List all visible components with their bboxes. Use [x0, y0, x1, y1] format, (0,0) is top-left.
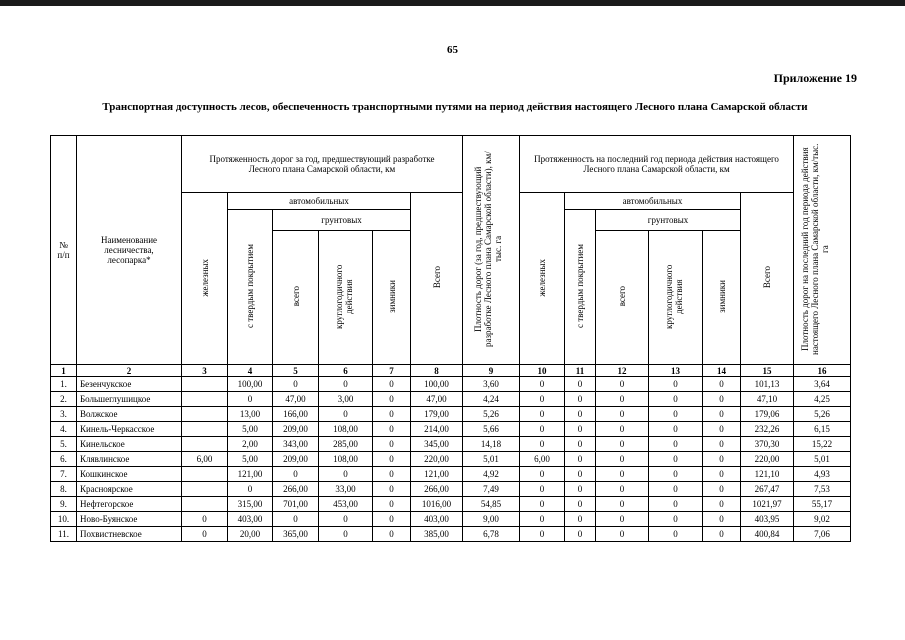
header-density-prior: Плотность дорог (за год, предшествующий разработке Лесного плана Самарской области), км/тыс. га: [463, 136, 520, 365]
table-cell: 385,00: [411, 527, 463, 542]
table-row: [51, 512, 851, 527]
table-cell: 701,00: [273, 497, 319, 512]
table-cell: 0: [703, 497, 741, 512]
table-cell: 0: [703, 422, 741, 437]
table-cell: 209,00: [273, 452, 319, 467]
table-cell: 0: [373, 482, 411, 497]
table-cell: 108,00: [319, 452, 373, 467]
forestry-name: Кинель-Черкасское: [77, 422, 182, 437]
table-cell: 0: [649, 512, 703, 527]
table-cell: [182, 392, 228, 407]
table-cell: 0: [649, 377, 703, 392]
column-number: 6: [319, 365, 373, 377]
table-cell: 0: [319, 512, 373, 527]
table-cell: 121,00: [228, 467, 273, 482]
table-cell: 0: [565, 512, 596, 527]
table-cell: 0: [649, 497, 703, 512]
appendix-label: Приложение 19: [773, 71, 857, 85]
table-cell: 6,00: [520, 452, 565, 467]
table-cell: 5,01: [463, 452, 520, 467]
table-cell: 0: [703, 467, 741, 482]
column-number: 12: [596, 365, 649, 377]
table-cell: 0: [596, 452, 649, 467]
table-cell: 220,00: [411, 452, 463, 467]
column-number: 7: [373, 365, 411, 377]
table-cell: 6,78: [463, 527, 520, 542]
column-number: 8: [411, 365, 463, 377]
table-cell: 0: [703, 407, 741, 422]
table-cell: 7,53: [794, 482, 851, 497]
forestry-name: Красноярское: [77, 482, 182, 497]
column-number: 2: [77, 365, 182, 377]
table-cell: 0: [228, 482, 273, 497]
column-number: 16: [794, 365, 851, 377]
row-number: 4.: [51, 422, 77, 437]
table-cell: 33,00: [319, 482, 373, 497]
table-cell: 1021,97: [741, 497, 794, 512]
table-cell: 47,00: [411, 392, 463, 407]
table-cell: 13,00: [228, 407, 273, 422]
table-cell: 4,93: [794, 467, 851, 482]
table-cell: 0: [703, 392, 741, 407]
table-cell: 108,00: [319, 422, 373, 437]
table-cell: 179,00: [411, 407, 463, 422]
row-number: 1.: [51, 377, 77, 392]
header-rail-last: железных: [520, 193, 565, 365]
table-cell: 0: [596, 437, 649, 452]
table-cell: 403,00: [228, 512, 273, 527]
table-cell: 0: [565, 407, 596, 422]
table-cell: 0: [319, 407, 373, 422]
header-rail-prior: железных: [182, 193, 228, 365]
header-winter-prior: зимники: [373, 231, 411, 365]
table-cell: 6,15: [794, 422, 851, 437]
row-number: 9.: [51, 497, 77, 512]
table-cell: 4,92: [463, 467, 520, 482]
table-cell: 0: [596, 527, 649, 542]
table-cell: 0: [373, 377, 411, 392]
table-cell: [182, 437, 228, 452]
table-cell: 0: [520, 527, 565, 542]
table-cell: 6,00: [182, 452, 228, 467]
table-cell: 0: [520, 377, 565, 392]
table-cell: 232,26: [741, 422, 794, 437]
table-cell: [182, 497, 228, 512]
table-cell: 0: [373, 512, 411, 527]
table-cell: 0: [373, 407, 411, 422]
table-cell: 0: [520, 512, 565, 527]
table-cell: 2,00: [228, 437, 273, 452]
table-cell: 0: [565, 467, 596, 482]
table-cell: 400,84: [741, 527, 794, 542]
table-cell: [182, 407, 228, 422]
table-cell: 0: [565, 437, 596, 452]
table-cell: 343,00: [273, 437, 319, 452]
table-cell: 0: [565, 392, 596, 407]
table-row: [51, 527, 851, 542]
table-cell: 0: [596, 482, 649, 497]
header-density-last: Плотность дорог на последний год периода действия настоящего Лесного плана Самарской области, км/тыс. га: [794, 136, 851, 365]
table-cell: 4,24: [463, 392, 520, 407]
header-ground-prior: грунтовых: [273, 210, 411, 231]
header-group-prior: Протяженность дорог за год, предшествующий разработке Лесного плана Самарской области, км: [182, 136, 463, 193]
table-cell: 0: [319, 527, 373, 542]
column-number: 5: [273, 365, 319, 377]
table-row: [51, 497, 851, 512]
table-cell: 179,06: [741, 407, 794, 422]
table-cell: 0: [649, 392, 703, 407]
header-total-prior: Всего: [411, 193, 463, 365]
table-cell: 100,00: [228, 377, 273, 392]
column-numbers-row: [51, 365, 851, 377]
header-name: Наименование лесничества, лесопарка*: [77, 136, 182, 365]
row-number: 3.: [51, 407, 77, 422]
table-cell: 0: [565, 422, 596, 437]
table-cell: 214,00: [411, 422, 463, 437]
row-number: 2.: [51, 392, 77, 407]
table-cell: 285,00: [319, 437, 373, 452]
table-cell: 0: [565, 527, 596, 542]
top-border-bar: [0, 0, 905, 6]
table-cell: 101,13: [741, 377, 794, 392]
forestry-name: Нефтегорское: [77, 497, 182, 512]
table-cell: 0: [373, 527, 411, 542]
table-cell: 9,00: [463, 512, 520, 527]
table-cell: 0: [520, 482, 565, 497]
table-cell: 453,00: [319, 497, 373, 512]
forestry-name: Большеглушицкое: [77, 392, 182, 407]
table-cell: 209,00: [273, 422, 319, 437]
table-cell: 0: [373, 467, 411, 482]
column-number: 4: [228, 365, 273, 377]
table-cell: 0: [520, 392, 565, 407]
table-cell: 0: [649, 467, 703, 482]
column-number: 14: [703, 365, 741, 377]
table-row: [51, 482, 851, 497]
table-cell: 9,02: [794, 512, 851, 527]
table-cell: 47,10: [741, 392, 794, 407]
table-cell: 0: [649, 437, 703, 452]
header-yearround-last: круглогодичного действия: [649, 231, 703, 365]
column-number: 15: [741, 365, 794, 377]
table-cell: 7,06: [794, 527, 851, 542]
table-cell: 0: [565, 452, 596, 467]
table-cell: 403,95: [741, 512, 794, 527]
table-row: [51, 452, 851, 467]
table-cell: 5,01: [794, 452, 851, 467]
column-number: 9: [463, 365, 520, 377]
table-cell: 0: [273, 512, 319, 527]
table-cell: 0: [373, 392, 411, 407]
table-cell: 100,00: [411, 377, 463, 392]
table-cell: 0: [319, 467, 373, 482]
table-cell: 0: [703, 527, 741, 542]
table-cell: 0: [703, 482, 741, 497]
table-row: [51, 407, 851, 422]
table-cell: 0: [565, 482, 596, 497]
table-cell: 0: [373, 422, 411, 437]
table-cell: 5,00: [228, 452, 273, 467]
table-cell: 0: [565, 377, 596, 392]
forestry-name: Кошкинское: [77, 467, 182, 482]
table-cell: 0: [520, 422, 565, 437]
row-number: 6.: [51, 452, 77, 467]
table-cell: [182, 467, 228, 482]
table-cell: 365,00: [273, 527, 319, 542]
table-cell: 20,00: [228, 527, 273, 542]
table-cell: 0: [182, 512, 228, 527]
header-total-last: Всего: [741, 193, 794, 365]
column-number: 11: [565, 365, 596, 377]
table-row: [51, 437, 851, 452]
table-cell: 0: [273, 377, 319, 392]
header-yearround-prior: круглогодичного действия: [319, 231, 373, 365]
table-cell: 370,30: [741, 437, 794, 452]
table-row: [51, 377, 851, 392]
table-cell: 54,85: [463, 497, 520, 512]
table-cell: 0: [596, 407, 649, 422]
table-cell: 5,66: [463, 422, 520, 437]
table-cell: 0: [228, 392, 273, 407]
column-number: 13: [649, 365, 703, 377]
table-cell: 3,64: [794, 377, 851, 392]
table-row: [51, 467, 851, 482]
header-hard-prior: с твердым покрытием: [228, 210, 273, 365]
table-cell: 3,60: [463, 377, 520, 392]
page-number: 65: [447, 44, 458, 56]
table-cell: 5,26: [463, 407, 520, 422]
header-all-last: всего: [596, 231, 649, 365]
header-auto-last: автомобильных: [565, 193, 741, 210]
table-cell: 220,00: [741, 452, 794, 467]
table-cell: 47,00: [273, 392, 319, 407]
table-cell: 266,00: [273, 482, 319, 497]
table-row: [51, 422, 851, 437]
table-cell: 7,49: [463, 482, 520, 497]
table-cell: [182, 377, 228, 392]
table-cell: 4,25: [794, 392, 851, 407]
table-cell: 121,10: [741, 467, 794, 482]
table-cell: 0: [520, 437, 565, 452]
header-all-prior: всего: [273, 231, 319, 365]
table-cell: 0: [182, 527, 228, 542]
table-cell: 315,00: [228, 497, 273, 512]
table-cell: 0: [520, 467, 565, 482]
forestry-name: Похвистневское: [77, 527, 182, 542]
table-cell: 0: [520, 497, 565, 512]
table-cell: 0: [649, 452, 703, 467]
table-cell: 0: [596, 512, 649, 527]
table-cell: 0: [596, 377, 649, 392]
header-winter-last: зимники: [703, 231, 741, 365]
table-cell: 14,18: [463, 437, 520, 452]
roads-table: [50, 135, 851, 542]
table-cell: 0: [703, 377, 741, 392]
table-cell: 5,00: [228, 422, 273, 437]
table-cell: 0: [373, 452, 411, 467]
table-body: [51, 377, 851, 542]
table-cell: 0: [373, 497, 411, 512]
forestry-name: Безенчукское: [77, 377, 182, 392]
forestry-name: Ново-Буянское: [77, 512, 182, 527]
table-cell: 0: [703, 452, 741, 467]
forestry-name: Волжское: [77, 407, 182, 422]
header-group-last: Протяженность на последний год периода действия настоящего Лесного плана Самарской области, км: [520, 136, 794, 193]
table-cell: 267,47: [741, 482, 794, 497]
table-cell: [182, 422, 228, 437]
column-number: 10: [520, 365, 565, 377]
row-number: 11.: [51, 527, 77, 542]
forestry-name: Клявлинское: [77, 452, 182, 467]
column-number: 3: [182, 365, 228, 377]
table-cell: 55,17: [794, 497, 851, 512]
table-cell: 5,26: [794, 407, 851, 422]
table-cell: 0: [649, 482, 703, 497]
table-cell: 3,00: [319, 392, 373, 407]
header-auto-prior: автомобильных: [228, 193, 411, 210]
table-row: [51, 392, 851, 407]
table-cell: 1016,00: [411, 497, 463, 512]
row-number: 5.: [51, 437, 77, 452]
table-cell: 0: [596, 497, 649, 512]
header-ground-last: грунтовых: [596, 210, 741, 231]
table-cell: 0: [373, 437, 411, 452]
table-cell: [182, 482, 228, 497]
table-cell: 0: [596, 392, 649, 407]
table-cell: 0: [273, 467, 319, 482]
table-cell: 0: [703, 437, 741, 452]
table-cell: 0: [319, 377, 373, 392]
row-number: 7.: [51, 467, 77, 482]
table-cell: 266,00: [411, 482, 463, 497]
table-cell: 166,00: [273, 407, 319, 422]
table-cell: 0: [649, 527, 703, 542]
forestry-name: Кинельское: [77, 437, 182, 452]
table-cell: 0: [703, 512, 741, 527]
table-cell: 0: [649, 422, 703, 437]
row-number: 10.: [51, 512, 77, 527]
document-title: Транспортная доступность лесов, обеспеченность транспортными путями на период действия настоящего Лесного плана Самарской области: [102, 101, 808, 113]
table-cell: 0: [596, 422, 649, 437]
table-cell: 0: [596, 467, 649, 482]
column-number: 1: [51, 365, 77, 377]
table-cell: 345,00: [411, 437, 463, 452]
table-cell: 15,22: [794, 437, 851, 452]
table-cell: 0: [520, 407, 565, 422]
header-num: № п/п: [51, 136, 77, 365]
table-cell: 0: [565, 497, 596, 512]
table-cell: 403,00: [411, 512, 463, 527]
row-number: 8.: [51, 482, 77, 497]
header-hard-last: с твердым покрытием: [565, 210, 596, 365]
table-cell: 0: [649, 407, 703, 422]
table-cell: 121,00: [411, 467, 463, 482]
